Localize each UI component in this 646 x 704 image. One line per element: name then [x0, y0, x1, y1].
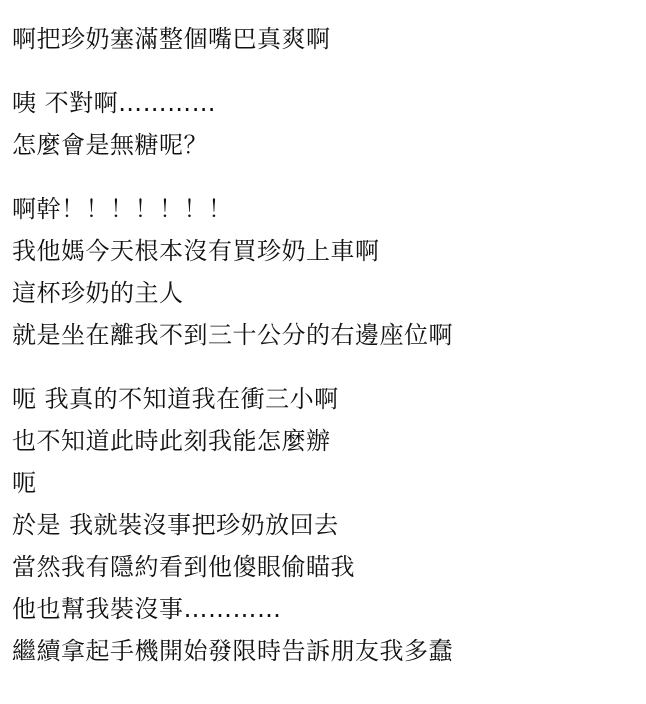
- text-line: 啊把珍奶塞滿整個嘴巴真爽啊: [12, 25, 331, 53]
- paragraph: [12, 378, 638, 672]
- text-line: 於是 我就裝沒事把珍奶放回去: [12, 511, 339, 539]
- paragraph: [12, 18, 638, 60]
- paragraph: [12, 188, 638, 356]
- text-line: 這杯珍奶的主人: [12, 279, 184, 307]
- text-line: 我他媽今天根本沒有買珍奶上車啊: [12, 237, 380, 265]
- paragraph: [12, 82, 638, 166]
- text-line: 繼續拿起手機開始發限時告訴朋友我多蠢: [12, 637, 453, 665]
- text-line: 就是坐在離我不到三十公分的右邊座位啊: [12, 321, 453, 349]
- text-line: 也不知道此時此刻我能怎麼辦: [12, 427, 331, 455]
- text-line: 啊幹！！！！！！！: [12, 195, 233, 223]
- text-line: 咦 不對啊…………: [12, 89, 217, 117]
- text-line: 呃 我真的不知道我在衝三小啊: [12, 385, 339, 413]
- text-line: 呃: [12, 469, 37, 497]
- text-line: 怎麼會是無糖呢？: [12, 131, 208, 159]
- text-line: 他也幫我裝沒事…………: [12, 595, 282, 623]
- post-body: [12, 18, 638, 694]
- text-line: 當然我有隱約看到他傻眼偷瞄我: [12, 553, 355, 581]
